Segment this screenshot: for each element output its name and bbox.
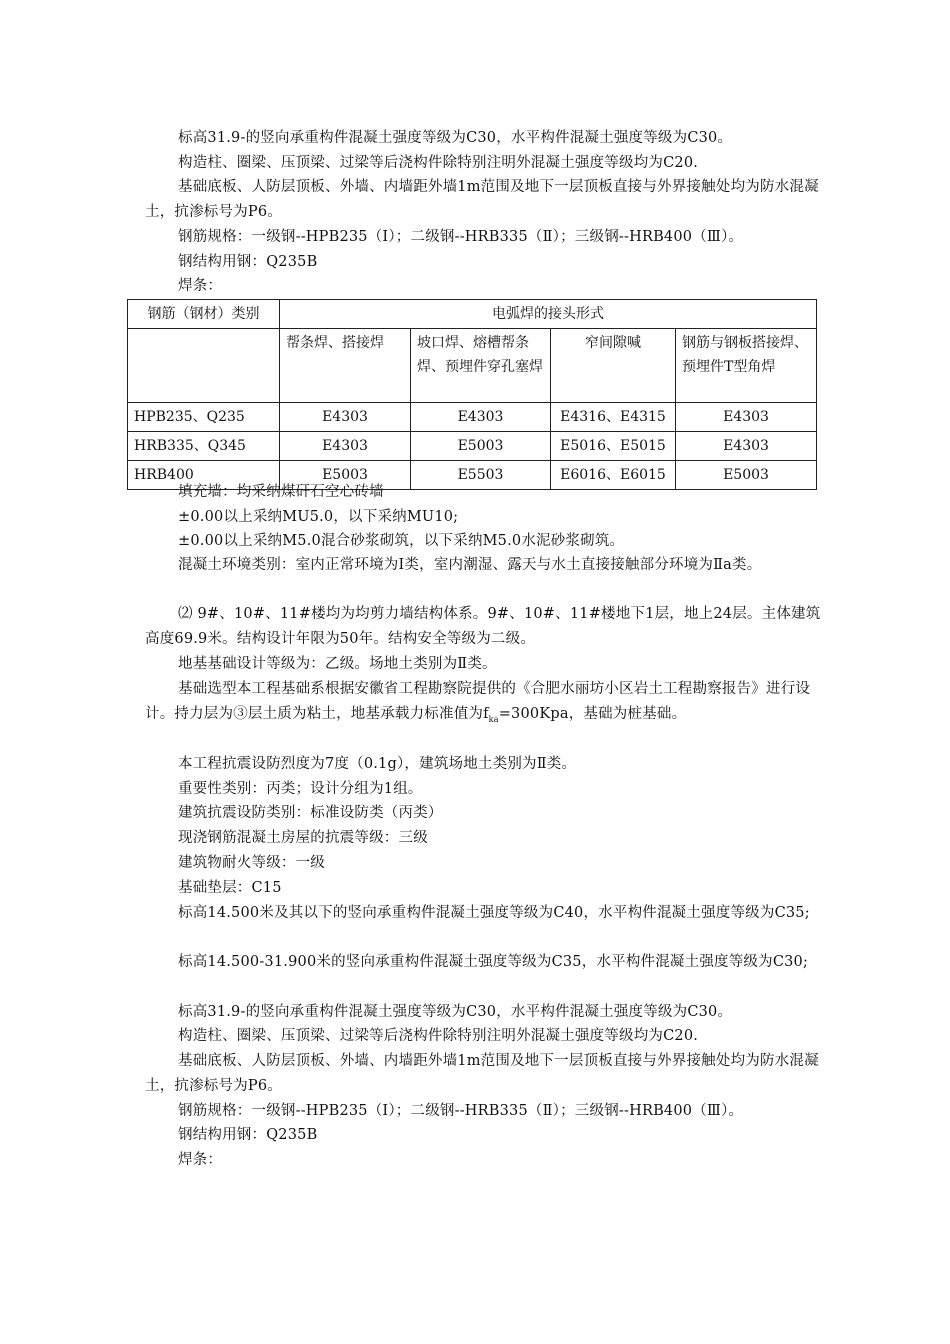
- welding-rod-table: [127, 299, 817, 490]
- paragraph: 构造柱、圈梁、压顶梁、过梁等后浇构件除特别注明外混凝土强度等级均为C20.: [178, 155, 699, 171]
- paragraph: ⑵ 9#、10#、11#楼均为均剪力墙结构体系。9#、10#、11#楼地下1层，地上24层。主体建筑高度69.9米。结构设计年限为50年。结构安全等级为二级。: [145, 606, 821, 647]
- table-row: [128, 432, 817, 461]
- paragraph: ±0.00以上采纳MU5.0，以下采纳MU10;: [178, 509, 459, 525]
- table-cell: E5503: [411, 461, 551, 490]
- table-header-material: 钢筋（钢材）类别: [128, 300, 280, 329]
- paragraph: ±0.00以上采纳M5.0混合砂浆砌筑，以下采纳M5.0水泥砂浆砌筑。: [178, 533, 625, 549]
- table-subheader: 窄间隙喊: [551, 329, 676, 403]
- table-cell: E5016、E5015: [551, 432, 676, 461]
- table-cell-type: HRB400: [128, 461, 280, 490]
- paragraph: 钢筋规格：一级钢--HPB235（Ⅰ）；二级钢--HRB335（Ⅱ）；三级钢--HRB400（Ⅲ）。: [178, 229, 744, 245]
- paragraph: 标高14.500米及其以下的竖向承重构件混凝土强度等级为C40，水平构件混凝土强度等级为C35;: [178, 905, 810, 921]
- paragraph: 建筑抗震设防类别：标准设防类（丙类）: [178, 805, 443, 821]
- paragraph-text: =300Kpa，基础为桩基础。: [498, 705, 687, 722]
- table-cell: E4303: [676, 403, 817, 432]
- paragraph-text: 基础选型本工程基础系根据安徽省工程勘察院提供的《合肥水丽坊小区岩土工程勘察报告》进行设计。持力层为③层土质为粘土，地基承载力标准值为f: [145, 681, 811, 722]
- paragraph: 焊条：: [178, 1152, 223, 1168]
- paragraph: 现浇钢筋混凝土房屋的抗震等级：三级: [178, 830, 428, 846]
- table-header-arc-weld: 电弧焊的接头形式: [280, 300, 817, 329]
- table-cell: E4303: [676, 432, 817, 461]
- paragraph: 标高31.9-的竖向承重构件混凝土强度等级为C30，水平构件混凝土强度等级为C30。: [178, 130, 733, 146]
- paragraph: [145, 677, 825, 732]
- paragraph: 基础垫层：C15: [178, 880, 282, 896]
- paragraph: 建筑物耐火等级：一级: [178, 855, 325, 871]
- paragraph: 重要性类别：丙类；设计分组为1组。: [178, 781, 423, 797]
- table-cell-type: HPB235、Q235: [128, 403, 280, 432]
- paragraph: 焊条：: [178, 278, 223, 294]
- paragraph: 本工程抗震设防烈度为7度（0.1g），建筑场地土类别为Ⅱ类。: [178, 756, 577, 772]
- paragraph: 基础底板、人防层顶板、外墙、内墙距外墙1m范围及地下一层顶板直接与外界接触处均为防水混凝土，抗渗标号为P6。: [145, 1053, 819, 1094]
- table-cell: E4303: [280, 432, 411, 461]
- table-cell-empty: [128, 329, 280, 403]
- table-subheader: 帮条焊、搭接焊: [280, 329, 411, 403]
- table-subheader: 钢筋与钢板搭接焊、预埋件T型角焊: [676, 329, 817, 403]
- paragraph: 钢筋规格：一级钢--HPB235（Ⅰ）；二级钢--HRB335（Ⅱ）；三级钢--HRB400（Ⅲ）。: [178, 1103, 744, 1119]
- paragraph: 地基基础设计等级为：乙级。场地土类别为Ⅱ类。: [178, 656, 497, 672]
- table-cell: E5003: [676, 461, 817, 490]
- table-cell: E5003: [411, 432, 551, 461]
- table-header-row: [128, 300, 817, 329]
- table-subheader-row: [128, 329, 817, 403]
- table-row: [128, 403, 817, 432]
- paragraph: 钢结构用钢：Q235B: [178, 1127, 318, 1143]
- subscript: ka: [488, 714, 499, 724]
- table-subheader: 坡口焊、熔槽帮条焊、预埋件穿孔塞焊: [411, 329, 551, 403]
- paragraph: 标高31.9-的竖向承重构件混凝土强度等级为C30，水平构件混凝土强度等级为C30。: [178, 1004, 733, 1020]
- table-cell: E4303: [411, 403, 551, 432]
- table-cell: E4303: [280, 403, 411, 432]
- paragraph: 标高14.500-31.900米的竖向承重构件混凝土强度等级为C35，水平构件混凝土强度等级为C30;: [178, 954, 809, 970]
- table-cell: E4316、E4315: [551, 403, 676, 432]
- table-cell: E5003: [280, 461, 411, 490]
- paragraph: 构造柱、圈梁、压顶梁、过梁等后浇构件除特别注明外混凝土强度等级均为C20.: [178, 1028, 699, 1044]
- table-cell: E6016、E6015: [551, 461, 676, 490]
- paragraph: 混凝土环境类别：室内正常环境为Ⅰ类，室内潮湿、露天与水土直接接触部分环境为Ⅱa类。: [178, 557, 762, 573]
- paragraph: 填充墙：均采纳煤矸石空心砖墙: [178, 484, 384, 500]
- paragraph: 钢结构用钢：Q235B: [178, 254, 318, 270]
- table-cell-type: HRB335、Q345: [128, 432, 280, 461]
- paragraph: 基础底板、人防层顶板、外墙、内墙距外墙1m范围及地下一层顶板直接与外界接触处均为防水混凝土，抗渗标号为P6。: [145, 179, 819, 220]
